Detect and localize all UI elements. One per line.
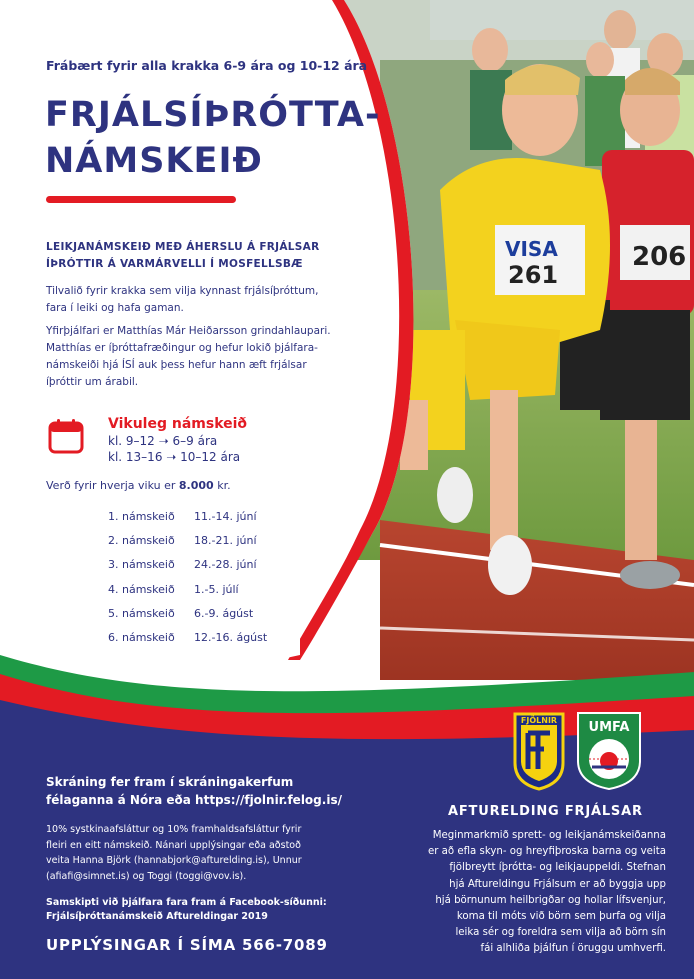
schedule-row (108, 583, 267, 607)
fb-line: Frjálsíþróttanámskeið Aftureldingar 2019 (46, 911, 268, 922)
svg-text:261: 261 (508, 261, 559, 289)
club-line: fjölbreytt íþrótta- og leikjauppeldi. Stefnan (449, 862, 666, 874)
disc-line: (afiafi@simnet.is) og Toggi (toggi@vov.is). (46, 870, 247, 882)
schedule-dates: 12.-16. ágúst (194, 630, 268, 644)
club-line: fái alhliða þjálfun í öruggu umhverfi. (480, 943, 666, 955)
schedule-dates: 11.-14. júní (194, 510, 257, 523)
facebook-info (46, 896, 327, 924)
price-value: 8.000 (178, 479, 214, 492)
price-prefix: Verð fyrir hverja viku er (46, 479, 179, 492)
schedule-list (108, 510, 267, 655)
schedule-row (108, 607, 267, 631)
p1-line: Tilvalið fyrir krakka sem vilja kynnast frjálsíþróttum, (46, 285, 319, 297)
intro-subheading (46, 239, 319, 273)
schedule-name: 4. námskeið (108, 582, 175, 596)
disc-line: fleiri en eitt námskeið. Nánari upplýsingar eða aðstoð (46, 839, 301, 851)
club-line: hjá börnunum heilbrigðar og hollar lífsvenjur, (435, 894, 666, 906)
phone-info: UPPLÝSINGAR Í SÍMA 566-7089 (46, 936, 328, 954)
title-line-2: NÁMSKEIÐ (45, 141, 263, 181)
svg-text:FJÖLNIR: FJÖLNIR (520, 716, 558, 725)
schedule-dates: 1.-5. júlí (194, 582, 239, 596)
p1-line: fara í leiki og hafa gaman. (46, 302, 184, 314)
fjolnir-logo (512, 711, 566, 791)
schedule-name: 3. námskeið (108, 558, 175, 572)
subhead-line-1: LEIKJANÁMSKEIÐ MEÐ ÁHERSLU Á FRJÁLSAR (46, 241, 320, 253)
reg-line: félaganna á Nóra eða https://fjolnir.felog.is/ (46, 793, 342, 807)
schedule-name: 1. námskeið (108, 510, 175, 523)
title-underline (46, 196, 236, 203)
course-time-1: kl. 9–12 ➝ 6–9 ára (108, 434, 218, 448)
p2-line: íþróttir um árabil. (46, 376, 139, 388)
club-title: AFTURELDING FRJÁLSAR (448, 804, 643, 819)
registration-info (46, 773, 342, 809)
svg-text:VISA: VISA (505, 237, 558, 261)
svg-text:206: 206 (632, 242, 687, 272)
fb-line: Samskipti við þjálfara fara fram á Facebook-síðunni: (46, 897, 327, 908)
title-line-1: FRJÁLSÍÞRÓTTA- (45, 95, 381, 135)
course-title: Vikuleg námskeið (108, 416, 248, 432)
course-time-2: kl. 13–16 ➝ 10–12 ára (108, 450, 241, 464)
p2-line: Matthías er íþróttafræðingur og hefur lokið þjálfara- (46, 342, 318, 354)
price-suffix: kr. (213, 479, 231, 492)
umfa-logo (574, 709, 644, 791)
schedule-row (108, 534, 267, 558)
subhead-line-2: ÍÞRÓTTIR Á VARMÁRVELLI Í MOSFELLSBÆ (46, 258, 303, 270)
svg-text:UMFA: UMFA (588, 720, 630, 735)
schedule-row (108, 631, 267, 655)
discount-info (46, 822, 346, 884)
intro-paragraph-1 (46, 283, 346, 317)
reg-line: Skráning fer fram í skráningakerfum (46, 775, 294, 789)
calendar-icon (48, 418, 84, 454)
club-line: Meginmarkmið sprett- og leikjanámskeiðanna (432, 830, 666, 841)
club-line: hjá Aftureldingu Frjálsum er að byggja upp (449, 878, 666, 890)
p2-line: Yfirþjálfari er Matthías Már Heiðarsson grindahlaupari. (46, 325, 331, 337)
schedule-dates: 6.-9. ágúst (194, 606, 254, 620)
price-text (46, 479, 231, 492)
club-line: er að efla skyn- og hreyfiþroska barna og veita (427, 846, 666, 858)
club-description (404, 828, 666, 958)
disc-line: veita Hanna Björk (hannabjork@afturelding.is), Unnur (46, 855, 302, 866)
p2-line: námskeiði hjá ÍSÍ auk þess hefur hann æft frjálsar (46, 359, 307, 371)
intro-paragraph-2 (46, 323, 346, 391)
schedule-dates: 18.-21. júní (194, 534, 257, 548)
club-line: leika sér og foreldra sem vilja að börn sín (455, 927, 666, 939)
page-title (45, 92, 380, 184)
schedule-name: 5. námskeið (108, 606, 175, 620)
disc-line: 10% systkinaafsláttur og 10% framhaldsafsláttur fyrir (46, 824, 302, 835)
schedule-dates: 24.-28. júní (194, 558, 257, 572)
tagline: Frábært fyrir alla krakka 6-9 ára og 10-12 ára (46, 58, 368, 73)
schedule-name: 6. námskeið (108, 630, 175, 644)
schedule-row (108, 510, 267, 534)
club-line: koma til móts við börn sem þurfa og vilja (456, 911, 666, 923)
schedule-name: 2. námskeið (108, 534, 175, 548)
schedule-row (108, 558, 267, 582)
